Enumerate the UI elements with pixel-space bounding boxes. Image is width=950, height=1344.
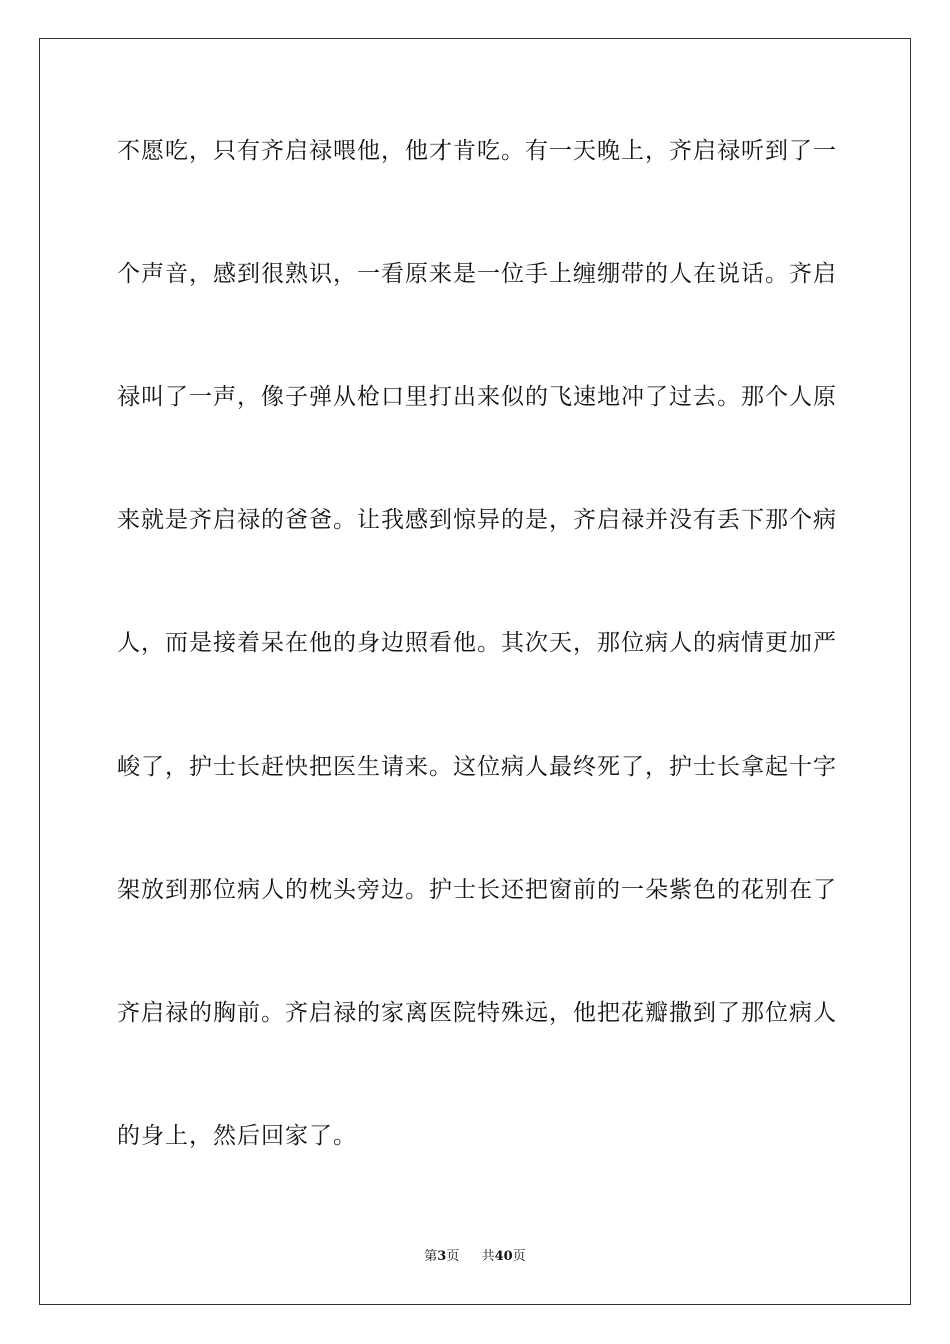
text-line-8: 齐启禄的胸前。齐启禄的家离医院特殊远，他把花瓣撒到了那位病人 <box>117 1000 837 1026</box>
text-line-6: 峻了，护士长赶快把医生请来。这位病人最终死了，护士长拿起十字 <box>117 754 837 780</box>
total-suffix: 页 <box>512 1249 526 1264</box>
text-line-3: 禄叫了一声，像子弹从枪口里打出来似的飞速地冲了过去。那个人原 <box>117 384 837 410</box>
text-line-2: 个声音，感到很熟识，一看原来是一位手上缠绷带的人在说话。齐启 <box>117 261 837 287</box>
page-border <box>39 38 911 1305</box>
text-line-1: 不愿吃，只有齐启禄喂他，他才肯吃。有一天晚上，齐启禄听到了一 <box>117 138 837 164</box>
page-suffix: 页 <box>446 1249 460 1264</box>
text-line-9: 的身上，然后回家了。 <box>117 1123 357 1149</box>
page-footer <box>0 1248 950 1266</box>
page-indicator <box>424 1249 463 1264</box>
page-prefix: 第 <box>424 1249 438 1264</box>
text-line-7: 架放到那位病人的枕头旁边。护士长还把窗前的一朵紫色的花别在了 <box>117 877 837 903</box>
total-pages-indicator <box>482 1249 526 1264</box>
text-line-5: 人，而是接着呆在他的身边照看他。其次天，那位病人的病情更加严 <box>117 630 837 656</box>
total-pages: 40 <box>494 1249 513 1264</box>
text-line-4: 来就是齐启禄的爸爸。让我感到惊异的是，齐启禄并没有丢下那个病 <box>117 507 837 533</box>
page-number: 3 <box>437 1249 447 1264</box>
total-prefix: 共 <box>481 1249 495 1264</box>
